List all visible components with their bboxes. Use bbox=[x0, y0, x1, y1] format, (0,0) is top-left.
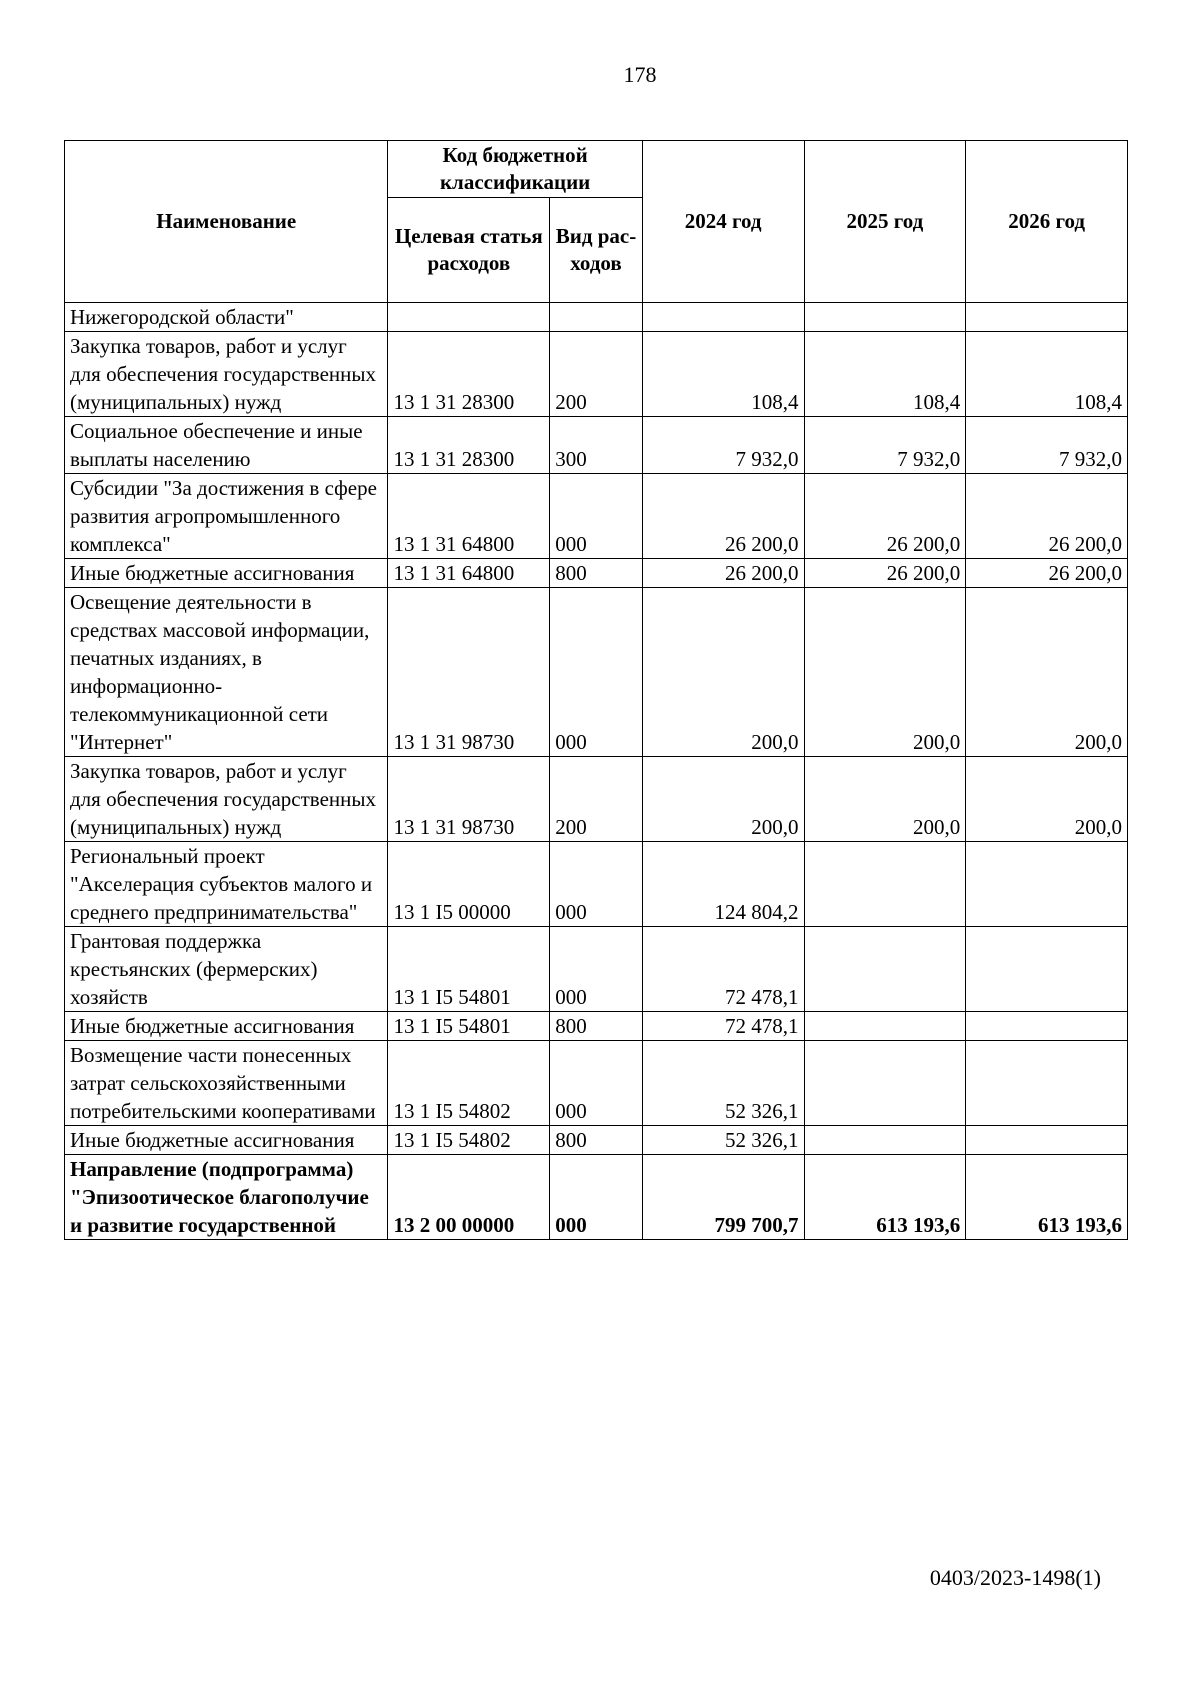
cell-2026: 7 932,0 bbox=[966, 417, 1128, 474]
cell-target-article: 13 1 I5 54801 bbox=[388, 1012, 550, 1041]
header-2025: 2025 год bbox=[804, 141, 966, 303]
table-row bbox=[65, 1012, 1128, 1041]
cell-name: Иные бюджетные ассигнования bbox=[65, 1126, 388, 1155]
cell-2024: 52 326,1 bbox=[642, 1126, 804, 1155]
cell-2025 bbox=[804, 1012, 966, 1041]
cell-2025 bbox=[804, 303, 966, 332]
table-row bbox=[65, 474, 1128, 559]
table-row bbox=[65, 1041, 1128, 1126]
cell-name: Иные бюджетные ассигнования bbox=[65, 559, 388, 588]
cell-2024: 799 700,7 bbox=[642, 1155, 804, 1240]
cell-target-article: 13 2 00 00000 bbox=[388, 1155, 550, 1240]
table-header bbox=[65, 141, 1128, 303]
cell-expense-type: 800 bbox=[550, 1126, 643, 1155]
cell-2026 bbox=[966, 1012, 1128, 1041]
cell-2024: 124 804,2 bbox=[642, 842, 804, 927]
cell-2026 bbox=[966, 927, 1128, 1012]
cell-expense-type: 000 bbox=[550, 842, 643, 927]
cell-expense-type: 800 bbox=[550, 1012, 643, 1041]
cell-name: Направление (подпрограмма) "Эпизоотическое благополучие и развитие государственной bbox=[65, 1155, 388, 1240]
cell-2025: 108,4 bbox=[804, 332, 966, 417]
cell-2026 bbox=[966, 1126, 1128, 1155]
cell-name: Освещение деятельности в средствах массовой информации, печатных изданиях, в информационно-телекоммуникационной сети "Интернет" bbox=[65, 588, 388, 757]
cell-2026: 200,0 bbox=[966, 757, 1128, 842]
table-body bbox=[65, 303, 1128, 1240]
cell-name: Грантовая поддержка крестьянских (фермерских) хозяйств bbox=[65, 927, 388, 1012]
cell-2024: 26 200,0 bbox=[642, 474, 804, 559]
cell-target-article bbox=[388, 303, 550, 332]
cell-expense-type: 000 bbox=[550, 474, 643, 559]
cell-2024: 200,0 bbox=[642, 588, 804, 757]
cell-expense-type bbox=[550, 303, 643, 332]
budget-table bbox=[64, 140, 1128, 1240]
cell-2025: 7 932,0 bbox=[804, 417, 966, 474]
cell-target-article: 13 1 31 64800 bbox=[388, 474, 550, 559]
cell-2024 bbox=[642, 303, 804, 332]
cell-2025: 26 200,0 bbox=[804, 474, 966, 559]
header-2026: 2026 год bbox=[966, 141, 1128, 303]
cell-2025: 26 200,0 bbox=[804, 559, 966, 588]
cell-2026 bbox=[966, 842, 1128, 927]
cell-2025 bbox=[804, 842, 966, 927]
cell-2026: 108,4 bbox=[966, 332, 1128, 417]
table-row bbox=[65, 588, 1128, 757]
cell-2024: 26 200,0 bbox=[642, 559, 804, 588]
cell-expense-type: 000 bbox=[550, 1155, 643, 1240]
cell-name: Социальное обеспечение и иные выплаты населению bbox=[65, 417, 388, 474]
header-name: Наименование bbox=[65, 141, 388, 303]
page-number: 178 bbox=[623, 62, 657, 87]
cell-2025 bbox=[804, 927, 966, 1012]
cell-expense-type: 300 bbox=[550, 417, 643, 474]
table-row bbox=[65, 417, 1128, 474]
cell-2026: 200,0 bbox=[966, 588, 1128, 757]
table-row bbox=[65, 757, 1128, 842]
cell-target-article: 13 1 31 98730 bbox=[388, 588, 550, 757]
table-row bbox=[65, 1155, 1128, 1240]
cell-target-article: 13 1 31 28300 bbox=[388, 417, 550, 474]
cell-expense-type: 800 bbox=[550, 559, 643, 588]
cell-2024: 52 326,1 bbox=[642, 1041, 804, 1126]
cell-expense-type: 000 bbox=[550, 1041, 643, 1126]
cell-2026: 26 200,0 bbox=[966, 559, 1128, 588]
header-2024: 2024 год bbox=[642, 141, 804, 303]
cell-name: Иные бюджетные ассигнования bbox=[65, 1012, 388, 1041]
cell-target-article: 13 1 I5 54802 bbox=[388, 1126, 550, 1155]
cell-2026 bbox=[966, 1041, 1128, 1126]
cell-target-article: 13 1 31 64800 bbox=[388, 559, 550, 588]
cell-target-article: 13 1 I5 54802 bbox=[388, 1041, 550, 1126]
cell-name: Закупка товаров, работ и услуг для обеспечения государственных (муниципальных) нужд bbox=[65, 757, 388, 842]
header-expense-type: Вид рас-ходов bbox=[550, 198, 643, 303]
cell-target-article: 13 1 I5 00000 bbox=[388, 842, 550, 927]
cell-2024: 72 478,1 bbox=[642, 1012, 804, 1041]
cell-target-article: 13 1 31 98730 bbox=[388, 757, 550, 842]
cell-expense-type: 200 bbox=[550, 757, 643, 842]
cell-name: Нижегородской области" bbox=[65, 303, 388, 332]
cell-2024: 108,4 bbox=[642, 332, 804, 417]
cell-2026: 26 200,0 bbox=[966, 474, 1128, 559]
table-row bbox=[65, 332, 1128, 417]
table-row bbox=[65, 303, 1128, 332]
cell-2025: 200,0 bbox=[804, 588, 966, 757]
cell-2024: 200,0 bbox=[642, 757, 804, 842]
cell-2025: 200,0 bbox=[804, 757, 966, 842]
cell-expense-type: 000 bbox=[550, 588, 643, 757]
cell-target-article: 13 1 31 28300 bbox=[388, 332, 550, 417]
cell-expense-type: 200 bbox=[550, 332, 643, 417]
table-row bbox=[65, 842, 1128, 927]
cell-name: Региональный проект "Акселерация субъектов малого и среднего предпринимательства" bbox=[65, 842, 388, 927]
cell-target-article: 13 1 I5 54801 bbox=[388, 927, 550, 1012]
cell-2024: 7 932,0 bbox=[642, 417, 804, 474]
table-row bbox=[65, 559, 1128, 588]
table-row bbox=[65, 1126, 1128, 1155]
cell-name: Возмещение части понесенных затрат сельскохозяйственными потребительскими кооперативами bbox=[65, 1041, 388, 1126]
cell-2024: 72 478,1 bbox=[642, 927, 804, 1012]
table-row bbox=[65, 927, 1128, 1012]
cell-2025: 613 193,6 bbox=[804, 1155, 966, 1240]
cell-expense-type: 000 bbox=[550, 927, 643, 1012]
header-target-article: Целевая статья расходов bbox=[388, 198, 550, 303]
cell-2026 bbox=[966, 303, 1128, 332]
header-classification-group: Код бюджетной классификации bbox=[388, 141, 642, 198]
cell-2025 bbox=[804, 1041, 966, 1126]
cell-name: Субсидии "За достижения в сфере развития агропромышленного комплекса" bbox=[65, 474, 388, 559]
cell-2026: 613 193,6 bbox=[966, 1155, 1128, 1240]
document-code: 0403/2023-1498(1) bbox=[929, 1565, 1101, 1590]
cell-name: Закупка товаров, работ и услуг для обеспечения государственных (муниципальных) нужд bbox=[65, 332, 388, 417]
cell-2025 bbox=[804, 1126, 966, 1155]
